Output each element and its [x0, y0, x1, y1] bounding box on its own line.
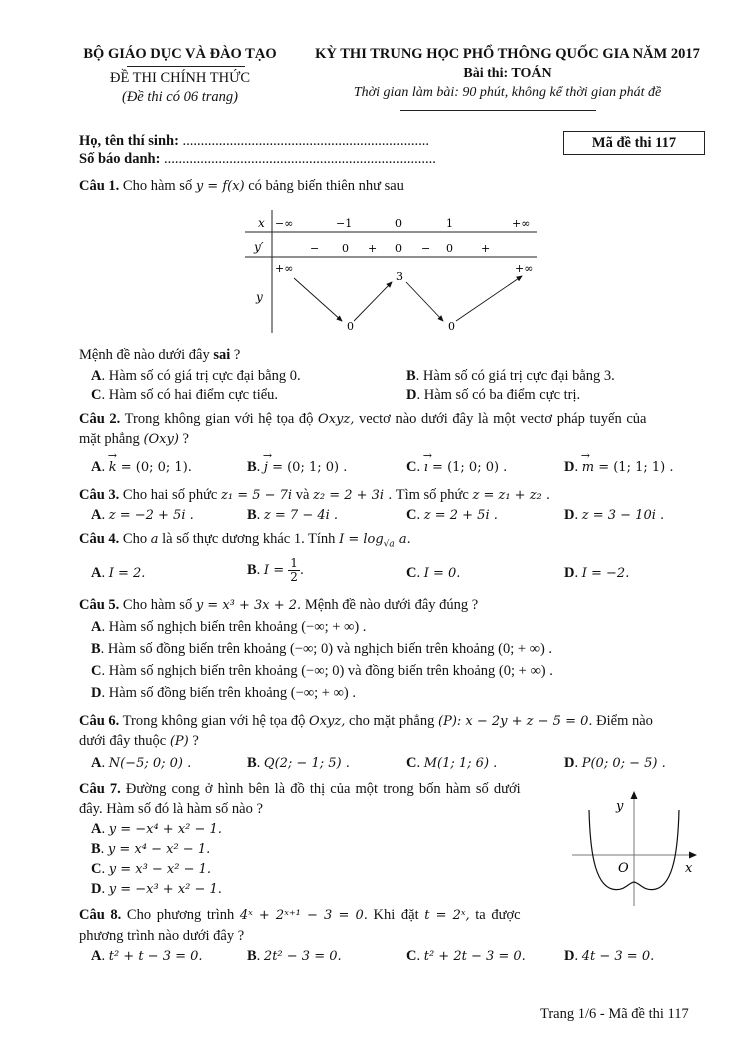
q6-option-b[interactable]: B. Q(2; − 1; 5) .: [247, 755, 350, 771]
option-key: C: [406, 459, 417, 475]
q6-p: (P): [169, 734, 189, 749]
vector-symbol: → k: [109, 460, 117, 475]
option-text: z = 7 − 4i .: [263, 508, 339, 523]
question-5-label: Câu 5.: [79, 597, 120, 613]
option-key: B: [247, 561, 257, 578]
q6-text-e: ?: [192, 733, 199, 749]
question-7-stem-2: đây. Hàm số đó là hàm số nào ?: [79, 801, 263, 817]
q3-z2: z₂ = 2 + 3i .: [313, 488, 393, 503]
q3-text-c: Tìm số phức: [395, 487, 469, 503]
candidate-id-field: [79, 151, 436, 168]
fraction: [288, 557, 300, 584]
question-1-label: Câu 1.: [79, 178, 120, 194]
q4-log: I = log: [339, 532, 384, 547]
option-text: = (0; 1; 0) .: [267, 460, 348, 475]
q4-arg: a.: [394, 532, 411, 547]
time-note: Thời gian làm bài: 90 phút, không kể thời gian phát đề: [353, 85, 662, 100]
option-key: B: [247, 948, 257, 964]
option-text: I = −2.: [581, 566, 630, 581]
option-key: D: [91, 685, 102, 701]
function-graph: [562, 788, 710, 910]
question-7-stem: [79, 781, 521, 798]
row-label-x: x: [258, 216, 265, 230]
q8-option-d[interactable]: D. 4t − 3 = 0.: [564, 948, 655, 964]
question-1-stem: [79, 178, 404, 195]
option-text: Hàm số có giá trị cực đại bằng 3.: [422, 368, 615, 384]
q3-option-a[interactable]: A. z = −2 + 5i .: [91, 507, 194, 523]
option-key: A: [91, 755, 102, 771]
option-text: P(0; 0; − 5) .: [581, 756, 666, 771]
candidate-name-field: [79, 133, 429, 150]
q6-sys: Oxyz,: [309, 714, 346, 729]
y-axis-label: y: [616, 799, 624, 814]
official-label: ĐỀ THI CHÍNH THỨC: [109, 70, 250, 86]
question-3-stem: [79, 487, 550, 504]
origin-label: O: [618, 861, 629, 876]
option-key: D: [406, 387, 417, 403]
sign-value: 0: [342, 242, 349, 255]
option-text: I = 0.: [423, 566, 461, 581]
sign-value: 0: [446, 242, 453, 255]
q4-text-b: là số thực dương khác 1. Tính: [162, 531, 336, 547]
q2-plane: (Oxy): [143, 432, 179, 447]
option-key: D: [91, 881, 102, 897]
candidate-name-label: Họ, tên thí sinh:: [79, 133, 179, 149]
q6-text-a: Trong không gian với hệ tọa độ: [122, 713, 306, 729]
q5-text-b: Mệnh đề nào dưới đây đúng ?: [304, 597, 479, 613]
option-key: D: [564, 755, 575, 771]
option-text: M(1; 1; 6) .: [423, 756, 498, 771]
option-key: B: [247, 507, 257, 523]
q7-option-c[interactable]: C. y = x³ − x² − 1.: [91, 861, 212, 877]
q8-option-c[interactable]: C. t² + 2t − 3 = 0.: [406, 948, 526, 964]
option-key: C: [91, 861, 102, 877]
q2-text-b: vectơ nào dưới đây là một vectơ pháp tuyến của: [359, 411, 647, 427]
q1-option-a[interactable]: A. Hàm số có giá trị cực đại bằng 0.: [91, 368, 301, 384]
exam-title: KỲ THI TRUNG HỌC PHỔ THÔNG QUỐC GIA NĂM 2017: [315, 46, 700, 62]
q8-eq: 4ˣ + 2ˣ⁺¹ − 3 = 0.: [239, 908, 368, 923]
exam-subject: Bài thi: TOÁN: [463, 66, 552, 81]
option-key: D: [564, 459, 575, 475]
q3-option-d[interactable]: D. z = 3 − 10i .: [564, 507, 665, 523]
candidate-id-label: Số báo danh:: [79, 151, 161, 167]
arrow-decreasing: [294, 278, 342, 321]
option-text: Hàm số nghịch biến trên khoảng (−∞; 0) và đồng biến trên khoảng (0; + ∞) .: [108, 663, 553, 679]
q3-text-b: và: [295, 487, 310, 503]
title-underline: [400, 110, 596, 111]
option-text: = (1; 1; 1) .: [594, 460, 674, 475]
q4-base: √a: [383, 539, 395, 550]
option-key: D: [564, 565, 575, 581]
option-text: z = 2 + 5i .: [423, 508, 498, 523]
candidate-id-dots: ...........................................................................: [164, 151, 436, 167]
option-text: y = −x⁴ + x² − 1.: [108, 822, 222, 837]
q8-sub: t = 2ˣ,: [424, 908, 470, 923]
sign-value: +: [481, 242, 491, 255]
q2-text-a: Trong không gian với hệ tọa độ: [124, 411, 314, 427]
q3-text-a: Cho hai số phức: [122, 487, 218, 503]
q6-text-c: Điểm nào: [596, 713, 653, 729]
option-text: 4t − 3 = 0.: [581, 949, 655, 964]
q1-text-b: có bảng biến thiên như sau: [248, 178, 404, 194]
row-label-y: y: [256, 290, 263, 304]
q3-option-b[interactable]: B. z = 7 − 4i .: [247, 507, 339, 523]
x-value: −1: [336, 217, 353, 230]
x-value: 0: [395, 217, 402, 230]
option-key: A: [91, 565, 102, 581]
sign-value: 0: [395, 242, 402, 255]
q5-option-d[interactable]: D. Hàm số đồng biến trên khoảng (−∞; + ∞) .: [91, 685, 356, 701]
q4-expr: [339, 532, 411, 550]
q5-option-c[interactable]: C. Hàm số nghịch biến trên khoảng (−∞; 0) và đồng biến trên khoảng (0; + ∞) .: [91, 663, 553, 679]
option-text: Hàm số có hai điểm cực tiểu.: [108, 387, 279, 403]
q7-option-b[interactable]: B. y = x⁴ − x² − 1.: [91, 841, 211, 857]
arrow-increasing: [456, 276, 522, 321]
pages-note: (Đề thi có 06 trang): [122, 89, 238, 105]
q1-option-b[interactable]: B. Hàm số có giá trị cực đại bằng 3.: [406, 368, 615, 384]
sign-value: +: [368, 242, 378, 255]
q7-option-d[interactable]: D. y = −x³ + x² − 1.: [91, 881, 222, 897]
option-key: B: [247, 459, 257, 475]
question-4-stem: [79, 531, 411, 550]
q2-option-c[interactable]: C. → ı = (1; 0; 0) .: [406, 459, 507, 476]
candidate-name-dots: ....................................................................: [182, 133, 430, 149]
q1-prompt-b: ?: [233, 347, 241, 363]
q2-text-d: ?: [182, 431, 189, 447]
q6-text-d: dưới đây thuộc: [79, 733, 167, 749]
q1-prompt-bold: sai: [213, 347, 231, 363]
q1-option-d[interactable]: D. Hàm số có ba điểm cực trị.: [406, 387, 581, 403]
vector-symbol: → m: [582, 460, 594, 475]
option-tail: .: [299, 562, 304, 578]
x-value: −∞: [275, 217, 294, 230]
q6-option-c[interactable]: C. M(1; 1; 6) .: [406, 755, 498, 771]
q5-option-a[interactable]: A. Hàm số nghịch biến trên khoảng (−∞; + ∞) .: [91, 619, 367, 635]
option-text: z = −2 + 5i .: [108, 508, 194, 523]
q4-option-a[interactable]: A. I = 2.: [91, 565, 146, 581]
q6-text-b: cho mặt phẳng: [349, 713, 435, 729]
option-text: Hàm số có ba điểm cực trị.: [423, 387, 581, 403]
variation-table: [240, 208, 550, 336]
option-text: Hàm số nghịch biến trên khoảng (−∞; + ∞) .: [108, 619, 367, 635]
q4-option-d[interactable]: D. I = −2.: [564, 565, 630, 581]
q6-plane: (P): x − 2y + z − 5 = 0.: [438, 714, 593, 729]
option-text: Hàm số đồng biến trên khoảng (−∞; 0) và nghịch biến trên khoảng (0; + ∞) .: [107, 641, 553, 657]
numerator: 1: [290, 556, 298, 570]
option-text: I =: [263, 562, 289, 578]
option-key: A: [91, 619, 102, 635]
y-value: +∞: [275, 262, 294, 275]
vector-symbol: → ı: [424, 460, 428, 475]
option-key: C: [91, 387, 102, 403]
option-key: C: [406, 948, 417, 964]
question-8-stem-2: phương trình nào dưới đây ?: [79, 928, 245, 944]
y-value: 0: [448, 320, 455, 333]
question-5-stem: [79, 597, 478, 614]
q2-option-d[interactable]: D. → m = (1; 1; 1) .: [564, 459, 673, 476]
q7-text-a: Đường cong ở hình bên là đồ thị của một trong bốn hàm số dưới: [125, 781, 521, 797]
q5-expr: y = x³ + 3x + 2.: [195, 598, 302, 613]
arrow-decreasing: [406, 282, 443, 321]
question-1-prompt: [79, 347, 240, 364]
q1-prompt-a: Mệnh đề nào dưới đây: [79, 347, 210, 363]
option-key: A: [91, 507, 102, 523]
option-key: D: [564, 948, 575, 964]
q3-z: z = z₁ + z₂ .: [472, 488, 551, 503]
option-text: = (0; 0; 1).: [116, 460, 192, 475]
option-text: t² + 2t − 3 = 0.: [423, 949, 526, 964]
q8-text-c: ta được: [475, 907, 521, 923]
q1-text-a: Cho hàm số: [122, 178, 193, 194]
x-value: +∞: [512, 217, 531, 230]
y-value: 3: [396, 270, 403, 283]
question-6-label: Câu 6.: [79, 713, 120, 729]
q4-option-b[interactable]: B. I = $\frac{1}{2}$ .: [247, 556, 304, 584]
option-text: Hàm số có giá trị cực đại bằng 0.: [108, 368, 301, 384]
option-key: C: [91, 663, 102, 679]
option-text: y = −x³ + x² − 1.: [108, 882, 222, 897]
option-text: Q(2; − 1; 5) .: [263, 756, 350, 771]
option-key: A: [91, 459, 102, 475]
q2-option-a[interactable]: A. → k = (0; 0; 1).: [91, 459, 192, 476]
q4-text-a: Cho: [122, 531, 148, 547]
option-key: B: [91, 841, 101, 857]
question-4-label: Câu 4.: [79, 531, 120, 547]
vector-symbol: → j: [264, 460, 268, 475]
q1-option-c[interactable]: C. Hàm số có hai điểm cực tiểu.: [91, 387, 279, 403]
q6-option-d[interactable]: D. P(0; 0; − 5) .: [564, 755, 666, 771]
option-text: 2t² − 3 = 0.: [263, 949, 342, 964]
question-2-label: Câu 2.: [79, 411, 121, 427]
denominator: 2: [290, 570, 298, 584]
option-key: C: [406, 755, 417, 771]
y-value: +∞: [515, 262, 534, 275]
question-6-stem-2: [79, 733, 199, 750]
x-axis-label: x: [685, 861, 693, 876]
sign-value: −: [421, 242, 431, 255]
question-2-stem-2: [79, 431, 189, 448]
q3-option-c[interactable]: C. z = 2 + 5i .: [406, 507, 498, 523]
q8-option-a[interactable]: A. t² + t − 3 = 0.: [91, 948, 203, 964]
ministry-underline: [127, 66, 245, 67]
option-text: = (1; 0; 0) .: [427, 460, 508, 475]
page-footer: Trang 1/6 - Mã đề thi 117: [540, 1006, 689, 1022]
q4-option-c[interactable]: C. I = 0.: [406, 565, 461, 581]
row-label-yprime: y′: [254, 240, 264, 254]
arrow-increasing: [354, 282, 392, 321]
option-text: y = x⁴ − x² − 1.: [107, 842, 211, 857]
q5-text-a: Cho hàm số: [122, 597, 193, 613]
option-key: C: [406, 507, 417, 523]
question-3-label: Câu 3.: [79, 487, 120, 503]
q7-option-a[interactable]: A. y = −x⁴ + x² − 1.: [91, 821, 222, 837]
question-8-label: Câu 8.: [79, 907, 122, 923]
q5-option-b[interactable]: B. Hàm số đồng biến trên khoảng (−∞; 0) và nghịch biến trên khoảng (0; + ∞) .: [91, 641, 553, 657]
sign-value: −: [310, 242, 320, 255]
ministry-name: BỘ GIÁO DỤC VÀ ĐÀO TẠO: [83, 46, 277, 62]
q2-text-c: mặt phẳng: [79, 431, 140, 447]
option-key: D: [564, 507, 575, 523]
question-2-stem: [79, 411, 646, 428]
option-key: B: [406, 368, 416, 384]
q8-text-a: Cho phương trình: [126, 907, 235, 923]
q8-text-b: Khi đặt: [373, 907, 419, 923]
y-value: 0: [347, 320, 354, 333]
q1-expr: y = f(x): [195, 179, 245, 194]
exam-code-box: [563, 131, 705, 155]
option-key: B: [247, 755, 257, 771]
option-text: t² + t − 3 = 0.: [108, 949, 203, 964]
option-key: A: [91, 368, 102, 384]
question-7-label: Câu 7.: [79, 781, 121, 797]
option-key: C: [406, 565, 417, 581]
option-key: A: [91, 948, 102, 964]
option-text: z = 3 − 10i .: [581, 508, 665, 523]
q8-option-b[interactable]: B. 2t² − 3 = 0.: [247, 948, 342, 964]
q2-option-b[interactable]: B. → j = (0; 1; 0) .: [247, 459, 347, 476]
option-text: I = 2.: [108, 566, 146, 581]
option-key: B: [91, 641, 101, 657]
q2-sys: Oxyz,: [318, 412, 355, 427]
option-text: y = x³ − x² − 1.: [108, 862, 212, 877]
q3-z1: z₁ = 5 − 7i: [221, 488, 293, 503]
option-text: Hàm số đồng biến trên khoảng (−∞; + ∞) .: [108, 685, 356, 701]
q6-option-a[interactable]: A. N(−5; 0; 0) .: [91, 755, 192, 771]
option-key: A: [91, 821, 102, 837]
option-text: N(−5; 0; 0) .: [108, 756, 192, 771]
exam-code: Mã đề thi 117: [591, 135, 677, 151]
x-value: 1: [446, 217, 453, 230]
q4-var: a: [150, 532, 159, 547]
question-6-stem: [79, 713, 653, 730]
question-8-stem: [79, 907, 521, 924]
